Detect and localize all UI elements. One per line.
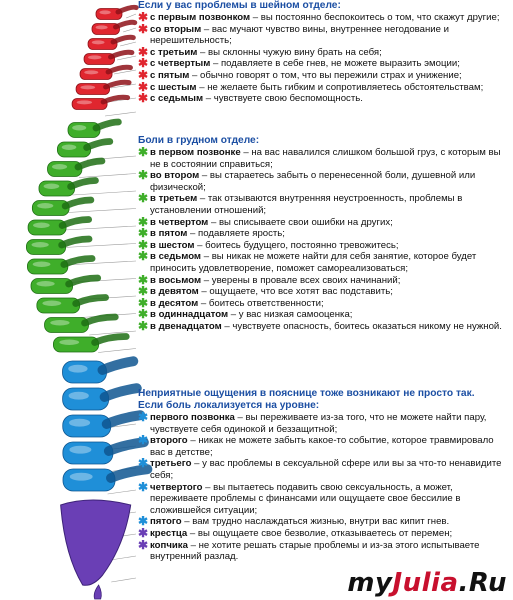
vertebra-level: крестца — [150, 527, 188, 539]
vertebra-meaning: – ощущаете, что все хотят вас подставить; — [198, 286, 393, 298]
vertebra — [57, 142, 109, 158]
vertebra-level: со вторым — [150, 23, 202, 35]
vertebra — [63, 388, 137, 410]
asterisk-icon: ✱ — [138, 44, 149, 59]
cervical-item — [138, 21, 506, 47]
vertebra — [76, 82, 129, 94]
asterisk-icon: ✱ — [138, 307, 149, 322]
asterisk-icon: ✱ — [138, 226, 149, 241]
asterisk-icon: ✱ — [138, 295, 149, 310]
thoracic-item — [138, 272, 506, 287]
thoracic-item — [138, 295, 506, 310]
vertebra — [72, 97, 128, 109]
leader-line — [79, 174, 136, 178]
lumbar-item — [138, 537, 506, 563]
asterisk-icon: ✱ — [138, 21, 149, 36]
vertebra-meaning: – не хотите решать старые проблемы и из-за этого испытываете внутренний разлад. — [150, 539, 480, 563]
vertebra-level: первого позвонка — [150, 412, 235, 423]
leader-line — [108, 490, 136, 494]
thoracic-item — [138, 318, 506, 333]
vertebra-meaning: – вы списываете свои ошибки на других; — [208, 216, 393, 228]
lumbar-item — [138, 516, 506, 528]
lumbar-item — [138, 479, 506, 517]
vertebra-level: в пятом — [150, 228, 188, 240]
vertebra-level: в третьем — [150, 193, 198, 205]
vertebra-level: с четвертым — [150, 58, 211, 70]
vertebra-meaning: – так отзываются внутренняя неустроенность, проблемы в установлении отношений; — [150, 193, 463, 216]
asterisk-icon: ✱ — [138, 537, 149, 552]
vertebra-meaning: – чувствуете опасность, боитесь оказаться никому не нужной. — [221, 320, 502, 332]
asterisk-icon: ✱ — [138, 272, 149, 287]
vertebra-meaning: – на вас навалился слишком большой груз, с которым вы не в состоянии справиться; — [150, 147, 501, 170]
vertebra-meaning: – уверены в провале всех своих начинаний; — [201, 274, 401, 286]
leader-line — [98, 349, 136, 353]
cervical-item — [138, 93, 506, 105]
vertebra-meaning: – у вас проблемы в сексуальной сфере или вы за что-то ненавидите себя; — [150, 458, 502, 481]
vertebra-level: с пятым — [150, 69, 190, 81]
asterisk-icon: ✱ — [138, 10, 149, 24]
vertebra — [92, 22, 135, 34]
vertebra-level: с третьим — [150, 46, 198, 58]
vertebra — [28, 220, 89, 236]
thoracic-item — [138, 170, 506, 193]
vertebra-level: в первом позвонке — [150, 147, 241, 158]
lumbar-item — [138, 525, 506, 540]
leader-line — [73, 191, 136, 195]
leader-line — [65, 226, 136, 230]
cervical-item — [138, 67, 506, 82]
asterisk-icon: ✱ — [138, 284, 149, 299]
vertebra-meaning: – вы склонны чужую вину брать на себя; — [197, 46, 382, 58]
thoracic-item — [138, 193, 506, 216]
vertebra — [63, 442, 144, 464]
cervical-item — [138, 44, 506, 59]
thoracic-item — [138, 286, 506, 298]
asterisk-icon: ✱ — [138, 145, 149, 159]
vertebra-meaning: – вас мучают чувство вины, внутреннее негодование и нерешительность; — [150, 23, 450, 47]
vertebra-level: в седьмом — [150, 251, 202, 263]
cervical-item — [138, 79, 506, 94]
thoracic-item — [138, 228, 506, 240]
leader-line — [120, 42, 136, 46]
thoracic-item — [138, 147, 506, 170]
lumbar-item — [138, 435, 506, 458]
thoracic-item — [138, 214, 506, 229]
vertebra-meaning: – боитесь ответственности; — [198, 297, 324, 309]
vertebra-meaning: – вы пытаетесь подавить свою сексуальность, а может, переживаете проблемы с финансами или ощущаете свое бессилие в сложившейся ситуации; — [150, 481, 461, 516]
vertebra — [96, 7, 136, 19]
vertebra — [37, 298, 106, 314]
vertebra-level: пятого — [150, 516, 182, 528]
asterisk-icon: ✱ — [138, 479, 149, 494]
vertebra-level: третьего — [150, 458, 192, 470]
vertebra-level: во втором — [150, 170, 200, 182]
asterisk-icon: ✱ — [138, 237, 149, 252]
vertebra-level: в шестом — [150, 239, 195, 251]
vertebra — [32, 200, 91, 216]
asterisk-icon: ✱ — [138, 91, 149, 106]
vertebra — [48, 161, 102, 177]
vertebra-meaning: – чувствуете свою беспомощность. — [203, 93, 363, 105]
leader-line — [117, 56, 136, 60]
vertebra-level: в одиннадцатом — [150, 309, 229, 321]
logo-part-ru: .Ru — [458, 568, 507, 598]
cervical-item — [138, 58, 506, 70]
vertebra — [63, 361, 134, 383]
vertebra-meaning: – не желаете быть гибким и сопротивляетесь обстоятельствам; — [196, 81, 484, 93]
asterisk-icon: ✱ — [138, 433, 149, 448]
vertebra-level: с седьмым — [150, 93, 204, 105]
thoracic-item — [138, 251, 506, 274]
asterisk-icon: ✱ — [138, 249, 149, 264]
cervical-item — [138, 12, 506, 24]
vertebra-level: с шестым — [150, 81, 197, 93]
lumbar-item — [138, 458, 506, 481]
leader-line — [105, 112, 136, 116]
vertebra-meaning: – вы никак не можете найти для себя занятие, которое будет приносить удовлетворение, поможет самореализоваться; — [150, 251, 477, 274]
asterisk-icon: ✱ — [138, 525, 149, 540]
vertebra-level: второго — [150, 435, 188, 447]
coccyx — [94, 585, 101, 599]
vertebra-level: в восьмом — [150, 274, 202, 286]
asterisk-icon: ✱ — [138, 67, 149, 82]
asterisk-icon: ✱ — [138, 318, 149, 333]
cervical-section — [138, 0, 506, 105]
vertebra-meaning: – вы стараетесь забыть о перенесенной боли, душевной или физической; — [150, 170, 476, 193]
vertebra-level: в двенадцатом — [150, 320, 222, 332]
asterisk-icon: ✱ — [138, 79, 149, 94]
vertebra-level: в девятом — [150, 286, 199, 298]
vertebra-level: копчика — [150, 539, 188, 551]
vertebra-meaning: – боитесь будущего, постоянно тревожитесь; — [194, 239, 399, 251]
vertebra — [27, 259, 92, 275]
vertebra — [80, 67, 130, 79]
vertebra-level: в десятом — [150, 297, 199, 309]
asterisk-icon: ✱ — [138, 410, 149, 424]
asterisk-icon: ✱ — [138, 214, 149, 229]
vertebra-meaning: – вы переживаете из-за того, что не можете найти пару, чувствуете себя одинокой и беззащитной; — [150, 412, 487, 435]
thoracic-item — [138, 309, 506, 321]
asterisk-icon: ✱ — [138, 514, 149, 529]
vertebra-meaning: – у вас низкая самооценка; — [228, 309, 353, 321]
vertebra-level: с первым позвонком — [150, 12, 251, 23]
asterisk-icon: ✱ — [138, 456, 149, 471]
vertebra-meaning: – вам трудно наслаждаться жизнью, внутри вас кипит гнев. — [181, 516, 450, 528]
lumbar-title: Неприятные ощущения в пояснице тоже возникают не просто так. — [138, 388, 475, 399]
thoracic-section — [138, 135, 506, 333]
leader-line — [68, 209, 136, 213]
vertebra-meaning: – никак не можете забыть какое-то событие, которое травмировало вас в детстве; — [150, 435, 494, 458]
asterisk-icon: ✱ — [138, 191, 149, 206]
vertebra — [63, 415, 141, 437]
vertebra — [31, 278, 98, 294]
vertebra-level: четвертого — [150, 481, 203, 493]
sacrum — [61, 500, 131, 585]
vertebra-meaning: – подавляете в себе гнев, не можете выразить эмоции; — [210, 58, 460, 70]
vertebra — [63, 469, 149, 494]
lumbar-section — [138, 388, 506, 563]
logo-part-julia: Julia — [392, 568, 459, 598]
vertebra — [53, 337, 126, 353]
thoracic-title: Боли в грудном отделе: — [138, 135, 260, 146]
vertebra-level: в четвертом — [150, 216, 209, 228]
lumbar-item — [138, 412, 506, 435]
site-logo — [347, 568, 507, 598]
vertebra — [88, 37, 133, 49]
leader-line — [126, 14, 136, 18]
vertebra-meaning: – вы постоянно беспокоитесь о том, что скажут другие; — [250, 12, 500, 23]
leader-line — [123, 28, 136, 32]
vertebra — [45, 317, 116, 333]
vertebra-meaning: – вы ощущаете свое безволие, отказываетесь от перемен; — [187, 527, 453, 539]
vertebra — [68, 122, 118, 138]
asterisk-icon: ✱ — [138, 168, 149, 183]
lumbar-subtitle: Если боль локализуется на уровне: — [138, 400, 320, 411]
asterisk-icon: ✱ — [138, 56, 149, 71]
cervical-title: Если у вас проблемы в шейном отделе: — [138, 0, 341, 11]
vertebra-meaning: – обычно говорят о том, что вы пережили страх и унижение; — [189, 69, 462, 81]
vertebra — [39, 181, 96, 197]
thoracic-item — [138, 237, 506, 252]
leader-line — [111, 578, 136, 582]
logo-part-my: my — [347, 568, 393, 598]
vertebra-meaning: – подавляете ярость; — [187, 228, 285, 240]
